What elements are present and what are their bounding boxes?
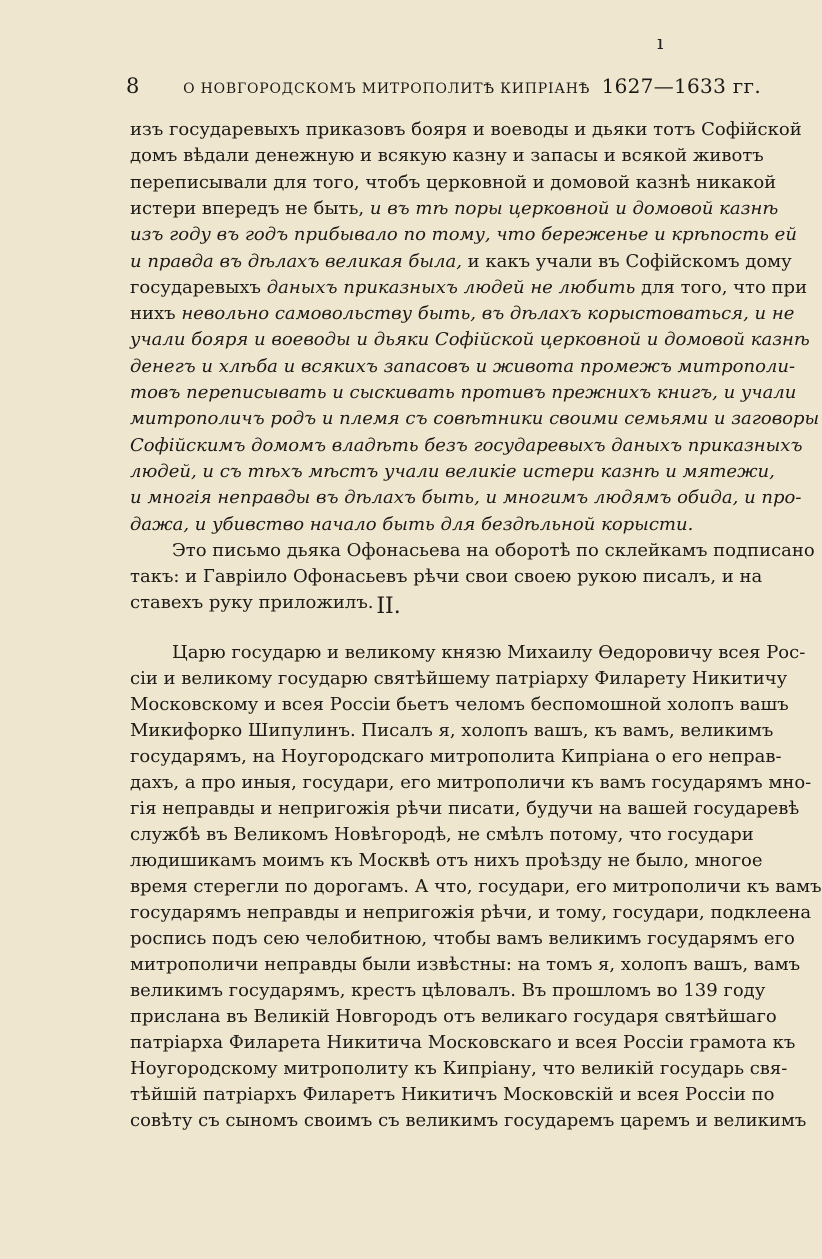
text-line: время стерегли по дорогамъ. А что, государи, его митрополичи къ вамъ — [130, 876, 822, 897]
italic-fragment: дажа, и убивство начало быть для бездѣльной корысти. — [130, 513, 694, 535]
italic-fragment: и правда въ дѣлахъ великая была, — [130, 250, 462, 272]
text-line: дахъ, а про иныя, государи, его митрополичи къ вамъ государямъ мно- — [130, 772, 812, 793]
text-fragment: Это письмо дьяка Офонасьева на оборотѣ по склейкамъ подписано — [172, 539, 815, 561]
text-line — [130, 513, 752, 537]
text-line — [130, 250, 792, 274]
running-header — [126, 74, 761, 98]
text-line: Московскому и всея Россіи бьетъ челомъ беспомошной холопъ вашъ — [130, 694, 789, 715]
italic-fragment: людей, и съ тѣхъ мѣстъ учали великіе истери казнѣ и мятежи, — [130, 460, 775, 482]
text-line: государямъ, на Ноугородскаго митрополита Кипріана о его неправ- — [130, 746, 782, 767]
text-line: великимъ государямъ, крестъ цѣловалъ. Въ прошломъ во 139 году — [130, 980, 766, 1001]
text-fragment: такъ: и Гавріило Офонасьевъ рѣчи свои своею рукою писалъ, и на — [130, 566, 763, 588]
text-line: людишикамъ моимъ къ Москвѣ отъ нихъ проѣзду не было, многое — [130, 850, 763, 871]
text-line: совѣту съ сыномъ своимъ съ великимъ государемъ царемъ и великимъ — [130, 1110, 807, 1131]
text-line: тѣйшій патріархъ Филаретъ Никитичъ Московскій и всея Россіи по — [130, 1084, 775, 1105]
text-line — [130, 565, 763, 589]
text-fragment: переписывали для того, чтобъ церковной и домовой казнѣ никакой — [130, 171, 777, 193]
text-fragment: домъ вѣдали денежную и всякую казну и запасы и всякой животъ — [130, 145, 764, 167]
text-line — [130, 407, 820, 431]
text-line — [130, 276, 808, 300]
italic-fragment: денегъ и хлѣба и всякихъ запасовъ и живота промежъ митрополи- — [130, 355, 796, 377]
italic-fragment: митрополичъ родъ и племя съ совѣтники своими семьями и заговоры — [130, 408, 820, 430]
text-line — [130, 539, 815, 563]
italic-fragment: товъ переписывать и сыскивать противъ прежнихъ книгъ, и учали — [130, 382, 797, 403]
text-line: патріарха Филарета Никитича Московскаго и всея Россіи грамота къ — [130, 1032, 796, 1053]
text-fragment: истери впередъ не быть, — [130, 197, 370, 219]
text-line — [130, 197, 779, 221]
text-line: Микифорко Шипулинъ. Писалъ я, холопъ вашъ, къ вамъ, великимъ — [130, 720, 774, 741]
text-line: Царю государю и великому князю Михаилу Ѳедоровичу всея Рос- — [172, 642, 806, 663]
text-line — [130, 118, 802, 142]
text-line — [130, 381, 797, 405]
text-line — [130, 486, 802, 510]
text-line — [130, 171, 777, 195]
text-line — [130, 328, 810, 352]
italic-fragment: даныхъ приказныхъ людей не любить — [266, 276, 636, 298]
text-line: Ноугородскому митрополиту къ Кипріану, что великій государь свя- — [130, 1058, 788, 1079]
italic-fragment: и въ тѣ поры церковной и домовой казнѣ — [369, 197, 779, 219]
text-line: государямъ неправды и непригожія рѣчи, и тому, государи, подклеена — [130, 902, 812, 923]
text-line — [130, 144, 764, 168]
running-title: О НОВГОРОДСКОМЪ МИТРОПОЛИТѢ КИПРІАНѢ — [183, 81, 591, 97]
text-line — [130, 355, 796, 379]
italic-fragment: Софійскимъ домомъ владѣть безъ государевыхъ даныхъ приказныхъ — [130, 434, 803, 456]
italic-fragment: невольно самовольству быть, въ дѣлахъ корыстоваться, и не — [181, 303, 795, 325]
page-mark: ı — [657, 30, 664, 54]
running-years: 1627—1633 гг. — [601, 74, 761, 98]
text-fragment: государевыхъ — [130, 276, 267, 298]
text-line: прислана въ Великій Новгородъ отъ великаго государя святѣйшаго — [130, 1006, 777, 1027]
section-heading: II. — [376, 594, 401, 619]
text-line — [130, 434, 803, 458]
italic-fragment: и многія неправды въ дѣлахъ быть, и многимъ людямъ обида, и про- — [130, 487, 802, 509]
italic-fragment: учали бояря и воеводы и дьяки Софійской церковной и домовой казнѣ — [130, 329, 810, 351]
text-line: гія неправды и непригожія рѣчи писати, будучи на вашей государевѣ — [130, 798, 800, 819]
text-line — [130, 223, 797, 247]
text-line — [130, 302, 795, 326]
text-fragment: и какъ учали въ Софійскомъ дому — [461, 250, 792, 272]
text-line — [130, 460, 775, 484]
italic-fragment: изъ году въ годъ прибывало по тому, что береженье и крѣпость ей — [130, 224, 797, 246]
text-line: роспись подъ сею челобитною, чтобы вамъ великимъ государямъ его — [130, 928, 795, 949]
text-fragment: для того, что при — [635, 276, 808, 298]
text-line: сіи и великому государю святѣйшему патріарху Филарету Никитичу — [130, 668, 788, 689]
text-fragment: ставехъ руку приложилъ. — [130, 592, 374, 614]
text-fragment: нихъ — [130, 303, 182, 325]
text-line: митрополичи неправды были извѣстны: на томъ я, холопъ вашъ, вамъ — [130, 954, 801, 975]
text-fragment: изъ государевыхъ приказовъ бояря и воеводы и дьяки тотъ Софійской — [130, 119, 802, 140]
text-line: службѣ въ Великомъ Новѣгородѣ, не смѣлъ потому, что государи — [130, 824, 754, 845]
page-number: 8 — [126, 74, 140, 98]
